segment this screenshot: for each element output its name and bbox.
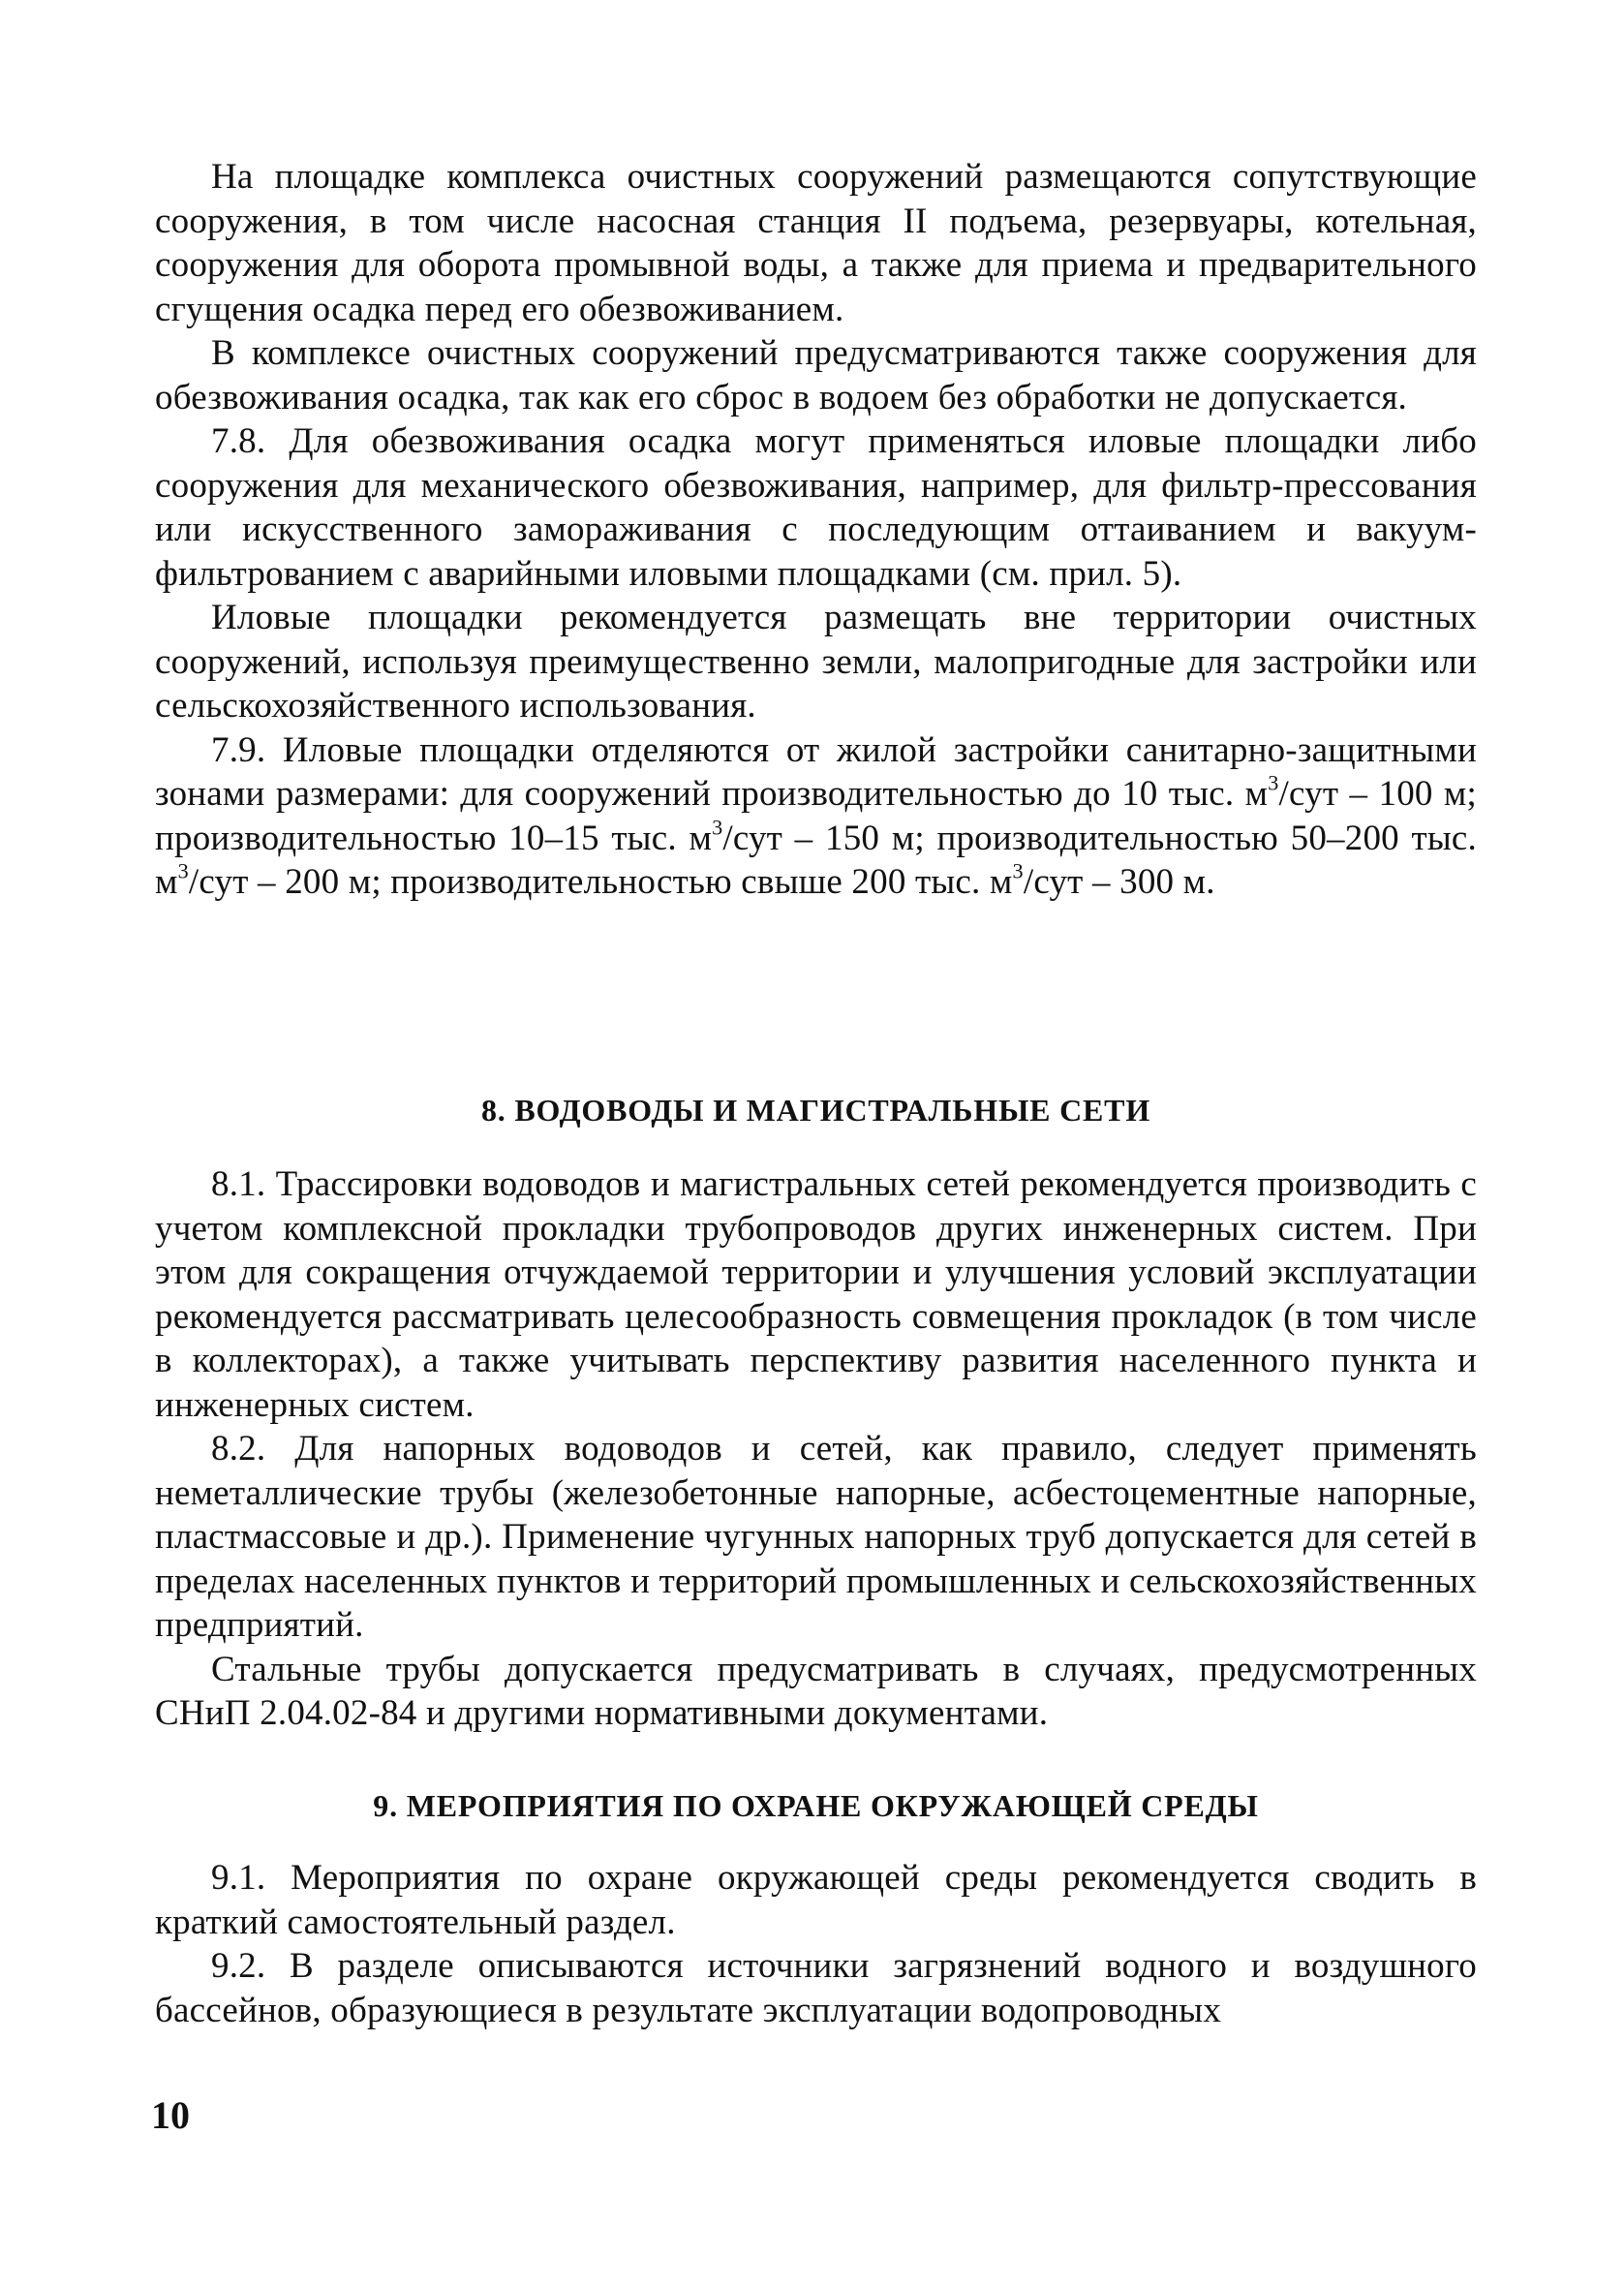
- paragraph-8-1: 8.1. Трассировки водоводов и магистральных сетей рекомендуется производить с учетом комплексной прокладки трубопроводов других инженерных систем. При этом для сокращения отчуждаемой территории и улучшения условий эксплуатации рекомендуется рассматривать целесообразность совмещения прокладок (в том числе в коллекторах), а также учитывать перспективу развития населенного пункта и инженерных систем.: [155, 1164, 1477, 1425]
- text-segment: /сут – 100 м; производительностью 10–15 тыс. м: [155, 774, 1477, 858]
- paragraph-8-2: 8.2. Для напорных водоводов и сетей, как правило, следует применять неметаллические трубы (железобетонные напорные, асбестоцементные напорные, пластмассовые и др.). Применение чугунных напорных труб допускается для сетей в пределах населенных пунктов и территорий промышленных и сельскохозяйственных предприятий.: [155, 1429, 1477, 1645]
- paragraph-9-2: 9.2. В разделе описываются источники загрязнений водного и воздушного бассейнов, образующиеся в результате эксплуатации водопроводных: [155, 1946, 1477, 2030]
- superscript: 3: [177, 858, 189, 883]
- text-segment: /сут – 300 м.: [1023, 862, 1215, 902]
- section-8-body: [155, 1162, 1477, 1736]
- section-9-body: [155, 1856, 1477, 2032]
- paragraph-sludge-beds-location: Иловые площадки рекомендуется размещать вне территории очистных сооружений, используя преимущественно земли, малопригодные для застройки или сельскохозяйственного использования.: [155, 598, 1477, 726]
- paragraph-sludge-dewatering: В комплексе очистных сооружений предусматриваются также сооружения для обезвоживания осадка, так как его сброс в водоем без обработки не допускается.: [155, 333, 1477, 418]
- paragraph-7-9: [155, 728, 1477, 905]
- superscript: 3: [1012, 858, 1024, 883]
- text-segment: 7.9. Иловые площадки отделяются от жилой застройки санитарно-защитными зонами размерами: для сооружений производительностью до 10 тыс. м: [155, 729, 1477, 814]
- section-8-heading: 8. ВОДОВОДЫ И МАГИСТРАЛЬНЫЕ СЕТИ: [480, 1093, 1151, 1128]
- text-segment: /сут – 150 м; производительностью 50–200 тыс. м: [155, 818, 1477, 902]
- section-7-continuation: [155, 155, 1477, 905]
- text-segment: /сут – 200 м; производительностью свыше 200 тыс. м: [188, 862, 1013, 902]
- paragraph-9-1: 9.1. Мероприятия по охране окружающей среды рекомендуется сводить в краткий самостоятельный раздел.: [155, 1858, 1477, 1942]
- paragraph-7-8: 7.8. Для обезвоживания осадка могут применяться иловые площадки либо сооружения для механического обезвоживания, например, для фильтр-прессования или искусственного замораживания с последующим оттаиванием и вакуум-фильтрованием с аварийными иловыми площадками (см. прил. 5).: [155, 421, 1477, 594]
- superscript: 3: [712, 814, 723, 839]
- paragraph-steel-pipes: Стальные трубы допускается предусматривать в случаях, предусмотренных СНиП 2.04.02-84 и другими нормативными документами.: [155, 1649, 1477, 1733]
- paragraph-auxiliary-structures: На площадке комплекса очистных сооружений размещаются сопутствующие сооружения, в том числе насосная станция II подъема, резервуары, котельная, сооружения для оборота промывной воды, а также для приема и предварительного сгущения осадка перед его обезвоживанием.: [155, 157, 1477, 329]
- superscript: 3: [1268, 770, 1279, 795]
- page-number: 10: [151, 2093, 190, 2137]
- section-9-heading: 9. МЕРОПРИЯТИЯ ПО ОХРАНЕ ОКРУЖАЮЩЕЙ СРЕДЫ: [373, 1788, 1259, 1823]
